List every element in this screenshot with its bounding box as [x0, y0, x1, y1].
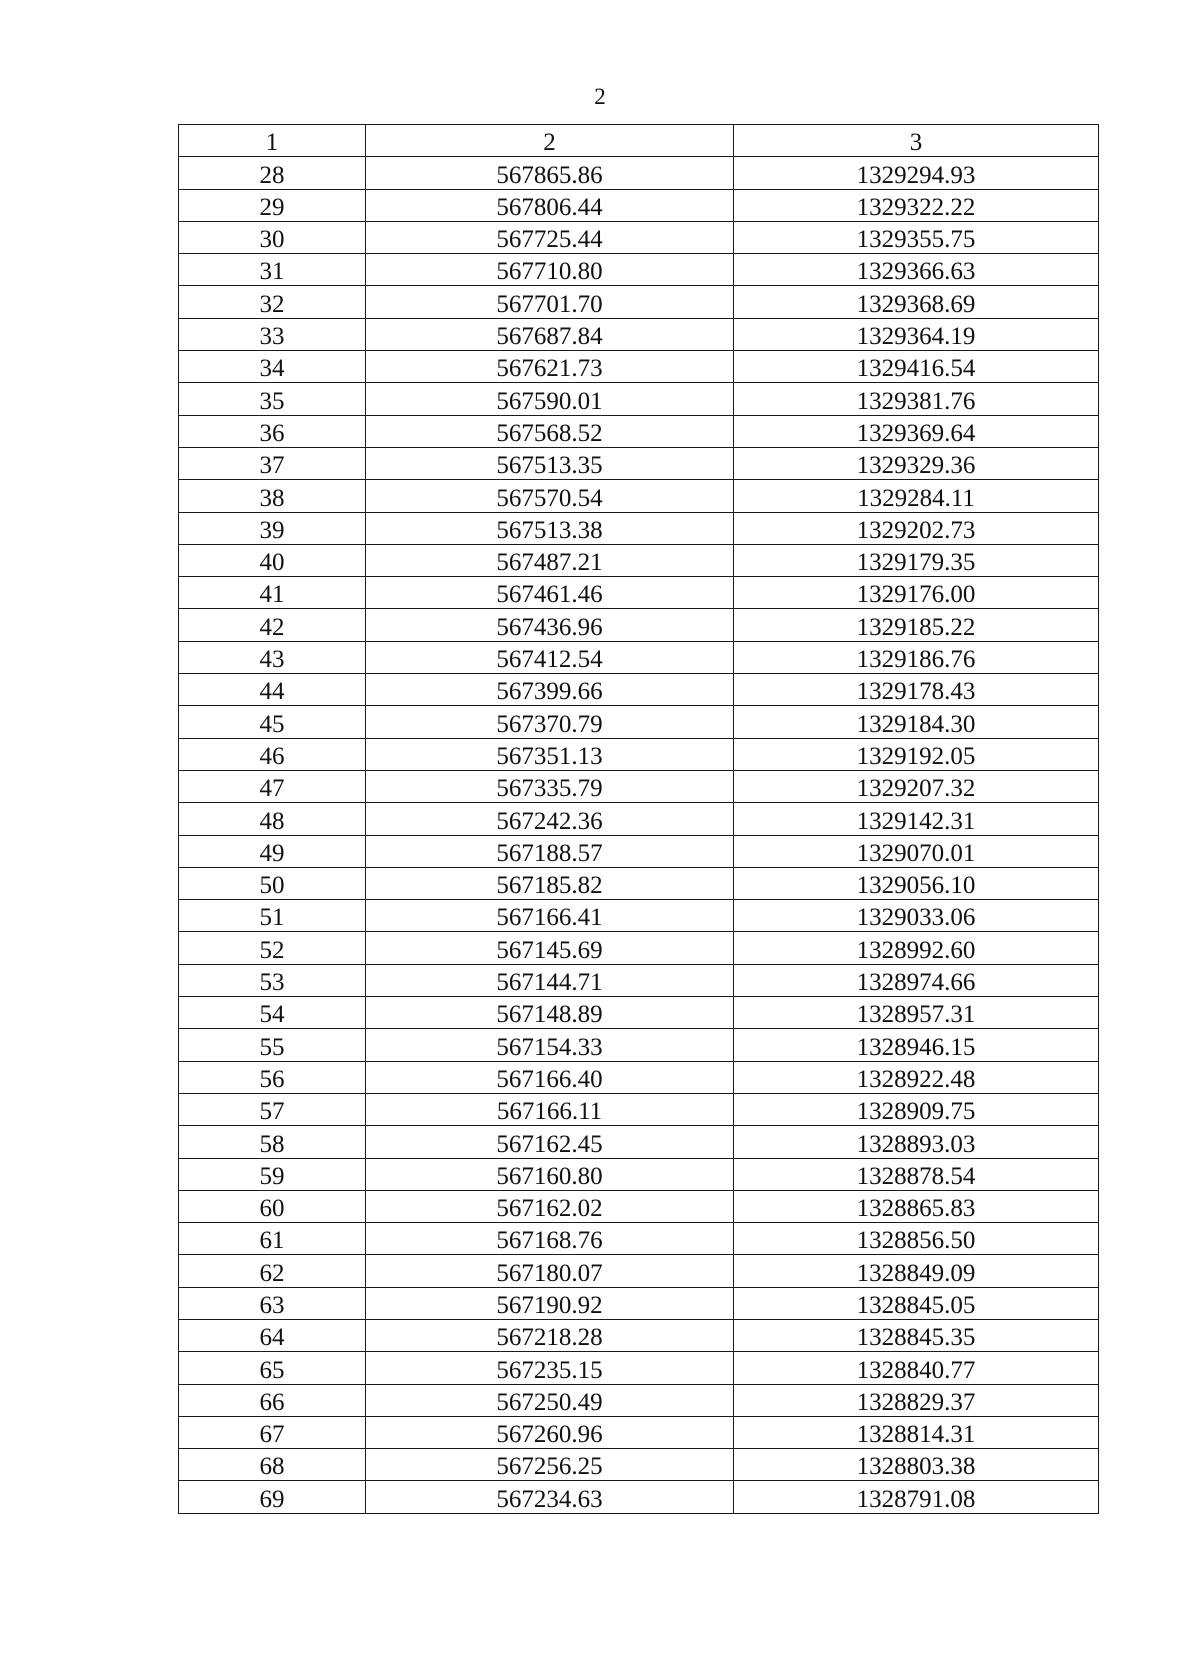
cell-x-coordinate: 567166.41: [366, 900, 734, 932]
table-row: [179, 480, 1099, 512]
cell-x-coordinate: 567154.33: [366, 1029, 734, 1061]
cell-y-coordinate: 1328878.54: [734, 1158, 1099, 1190]
header-cell-x: 2: [366, 125, 734, 157]
cell-x-coordinate: 567180.07: [366, 1255, 734, 1287]
cell-y-coordinate: 1329369.64: [734, 415, 1099, 447]
table-row: [179, 577, 1099, 609]
cell-point-number: 57: [179, 1093, 366, 1125]
cell-x-coordinate: 567513.35: [366, 447, 734, 479]
cell-y-coordinate: 1328865.83: [734, 1190, 1099, 1222]
cell-y-coordinate: 1329179.35: [734, 544, 1099, 576]
table-row: [179, 1190, 1099, 1222]
cell-point-number: 61: [179, 1223, 366, 1255]
cell-x-coordinate: 567687.84: [366, 318, 734, 350]
cell-y-coordinate: 1329186.76: [734, 641, 1099, 673]
cell-y-coordinate: 1328992.60: [734, 932, 1099, 964]
cell-point-number: 55: [179, 1029, 366, 1061]
cell-point-number: 49: [179, 835, 366, 867]
cell-point-number: 62: [179, 1255, 366, 1287]
cell-x-coordinate: 567701.70: [366, 286, 734, 318]
table-row: [179, 512, 1099, 544]
cell-point-number: 56: [179, 1061, 366, 1093]
table-row: [179, 706, 1099, 738]
table-body: [179, 157, 1099, 1513]
cell-point-number: 43: [179, 641, 366, 673]
cell-x-coordinate: 567806.44: [366, 189, 734, 221]
cell-y-coordinate: 1329070.01: [734, 835, 1099, 867]
cell-x-coordinate: 567513.38: [366, 512, 734, 544]
cell-point-number: 30: [179, 221, 366, 253]
cell-y-coordinate: 1328845.35: [734, 1319, 1099, 1351]
table-row: [179, 1449, 1099, 1481]
cell-y-coordinate: 1329178.43: [734, 674, 1099, 706]
cell-x-coordinate: 567160.80: [366, 1158, 734, 1190]
cell-x-coordinate: 567235.15: [366, 1352, 734, 1384]
cell-point-number: 45: [179, 706, 366, 738]
table-row: [179, 1223, 1099, 1255]
table-row: [179, 900, 1099, 932]
table-row: [179, 415, 1099, 447]
cell-x-coordinate: 567865.86: [366, 157, 734, 189]
cell-point-number: 63: [179, 1287, 366, 1319]
cell-point-number: 31: [179, 254, 366, 286]
table-row: [179, 641, 1099, 673]
cell-point-number: 54: [179, 997, 366, 1029]
table-row: [179, 544, 1099, 576]
cell-x-coordinate: 567370.79: [366, 706, 734, 738]
cell-point-number: 35: [179, 383, 366, 415]
cell-point-number: 66: [179, 1384, 366, 1416]
table-row: [179, 738, 1099, 770]
cell-y-coordinate: 1328893.03: [734, 1126, 1099, 1158]
cell-point-number: 59: [179, 1158, 366, 1190]
coordinates-table: [178, 124, 1099, 1514]
page-number: 2: [594, 84, 606, 109]
table-row: [179, 803, 1099, 835]
cell-y-coordinate: 1329284.11: [734, 480, 1099, 512]
table-row: [179, 318, 1099, 350]
cell-x-coordinate: 567621.73: [366, 351, 734, 383]
cell-point-number: 46: [179, 738, 366, 770]
cell-x-coordinate: 567188.57: [366, 835, 734, 867]
cell-y-coordinate: 1329364.19: [734, 318, 1099, 350]
table-row: [179, 609, 1099, 641]
table-row: [179, 1384, 1099, 1416]
table-row: [179, 997, 1099, 1029]
cell-x-coordinate: 567242.36: [366, 803, 734, 835]
table-row: [179, 674, 1099, 706]
table-row: [179, 770, 1099, 802]
table-row: [179, 221, 1099, 253]
table-row: [179, 1352, 1099, 1384]
cell-x-coordinate: 567144.71: [366, 964, 734, 996]
table-row: [179, 351, 1099, 383]
cell-x-coordinate: 567162.02: [366, 1190, 734, 1222]
cell-y-coordinate: 1328845.05: [734, 1287, 1099, 1319]
cell-y-coordinate: 1328814.31: [734, 1416, 1099, 1448]
cell-point-number: 40: [179, 544, 366, 576]
cell-x-coordinate: 567148.89: [366, 997, 734, 1029]
cell-point-number: 34: [179, 351, 366, 383]
cell-x-coordinate: 567260.96: [366, 1416, 734, 1448]
header-cell-y: 3: [734, 125, 1099, 157]
cell-x-coordinate: 567725.44: [366, 221, 734, 253]
cell-y-coordinate: 1329192.05: [734, 738, 1099, 770]
cell-y-coordinate: 1329184.30: [734, 706, 1099, 738]
cell-point-number: 64: [179, 1319, 366, 1351]
cell-x-coordinate: 567190.92: [366, 1287, 734, 1319]
cell-x-coordinate: 567710.80: [366, 254, 734, 286]
table-row: [179, 189, 1099, 221]
cell-y-coordinate: 1328856.50: [734, 1223, 1099, 1255]
cell-y-coordinate: 1328922.48: [734, 1061, 1099, 1093]
cell-y-coordinate: 1329207.32: [734, 770, 1099, 802]
cell-y-coordinate: 1329368.69: [734, 286, 1099, 318]
cell-point-number: 47: [179, 770, 366, 802]
cell-point-number: 29: [179, 189, 366, 221]
table-row: [179, 157, 1099, 189]
cell-point-number: 38: [179, 480, 366, 512]
cell-point-number: 48: [179, 803, 366, 835]
cell-y-coordinate: 1329322.22: [734, 189, 1099, 221]
table-row: [179, 1061, 1099, 1093]
table-row: [179, 964, 1099, 996]
cell-x-coordinate: 567461.46: [366, 577, 734, 609]
cell-x-coordinate: 567436.96: [366, 609, 734, 641]
cell-x-coordinate: 567218.28: [366, 1319, 734, 1351]
cell-x-coordinate: 567185.82: [366, 867, 734, 899]
cell-y-coordinate: 1329176.00: [734, 577, 1099, 609]
cell-y-coordinate: 1328849.09: [734, 1255, 1099, 1287]
table-row: [179, 1029, 1099, 1061]
cell-x-coordinate: 567162.45: [366, 1126, 734, 1158]
cell-x-coordinate: 567351.13: [366, 738, 734, 770]
cell-y-coordinate: 1328840.77: [734, 1352, 1099, 1384]
cell-x-coordinate: 567166.40: [366, 1061, 734, 1093]
cell-y-coordinate: 1329185.22: [734, 609, 1099, 641]
cell-point-number: 36: [179, 415, 366, 447]
cell-y-coordinate: 1328974.66: [734, 964, 1099, 996]
cell-point-number: 32: [179, 286, 366, 318]
cell-point-number: 50: [179, 867, 366, 899]
cell-x-coordinate: 567250.49: [366, 1384, 734, 1416]
cell-point-number: 28: [179, 157, 366, 189]
cell-point-number: 52: [179, 932, 366, 964]
cell-x-coordinate: 567487.21: [366, 544, 734, 576]
cell-y-coordinate: 1329416.54: [734, 351, 1099, 383]
cell-point-number: 65: [179, 1352, 366, 1384]
cell-point-number: 44: [179, 674, 366, 706]
table-row: [179, 1158, 1099, 1190]
header-row: [179, 125, 1099, 157]
cell-y-coordinate: 1329366.63: [734, 254, 1099, 286]
cell-y-coordinate: 1329329.36: [734, 447, 1099, 479]
cell-x-coordinate: 567335.79: [366, 770, 734, 802]
table-row: [179, 383, 1099, 415]
cell-x-coordinate: 567145.69: [366, 932, 734, 964]
cell-point-number: 41: [179, 577, 366, 609]
cell-y-coordinate: 1329142.31: [734, 803, 1099, 835]
cell-point-number: 51: [179, 900, 366, 932]
table-header: [179, 125, 1099, 157]
cell-y-coordinate: 1328791.08: [734, 1481, 1099, 1513]
cell-point-number: 68: [179, 1449, 366, 1481]
cell-y-coordinate: 1329056.10: [734, 867, 1099, 899]
table-row: [179, 867, 1099, 899]
cell-y-coordinate: 1329202.73: [734, 512, 1099, 544]
table-row: [179, 1481, 1099, 1513]
cell-point-number: 37: [179, 447, 366, 479]
table-row: [179, 932, 1099, 964]
cell-y-coordinate: 1329033.06: [734, 900, 1099, 932]
cell-point-number: 53: [179, 964, 366, 996]
table-row: [179, 1126, 1099, 1158]
cell-y-coordinate: 1328803.38: [734, 1449, 1099, 1481]
table-row: [179, 1319, 1099, 1351]
table-row: [179, 1255, 1099, 1287]
table-row: [179, 254, 1099, 286]
cell-x-coordinate: 567256.25: [366, 1449, 734, 1481]
cell-point-number: 60: [179, 1190, 366, 1222]
cell-y-coordinate: 1328829.37: [734, 1384, 1099, 1416]
table-row: [179, 1287, 1099, 1319]
cell-x-coordinate: 567568.52: [366, 415, 734, 447]
header-cell-point: 1: [179, 125, 366, 157]
cell-point-number: 58: [179, 1126, 366, 1158]
cell-y-coordinate: 1328957.31: [734, 997, 1099, 1029]
table-row: [179, 1416, 1099, 1448]
cell-point-number: 67: [179, 1416, 366, 1448]
cell-point-number: 39: [179, 512, 366, 544]
cell-y-coordinate: 1328946.15: [734, 1029, 1099, 1061]
cell-x-coordinate: 567412.54: [366, 641, 734, 673]
cell-point-number: 33: [179, 318, 366, 350]
cell-y-coordinate: 1329294.93: [734, 157, 1099, 189]
cell-x-coordinate: 567234.63: [366, 1481, 734, 1513]
cell-x-coordinate: 567399.66: [366, 674, 734, 706]
cell-x-coordinate: 567168.76: [366, 1223, 734, 1255]
cell-x-coordinate: 567590.01: [366, 383, 734, 415]
cell-point-number: 69: [179, 1481, 366, 1513]
table-row: [179, 1093, 1099, 1125]
cell-point-number: 42: [179, 609, 366, 641]
cell-x-coordinate: 567166.11: [366, 1093, 734, 1125]
cell-x-coordinate: 567570.54: [366, 480, 734, 512]
cell-y-coordinate: 1329381.76: [734, 383, 1099, 415]
table-row: [179, 286, 1099, 318]
cell-y-coordinate: 1328909.75: [734, 1093, 1099, 1125]
cell-y-coordinate: 1329355.75: [734, 221, 1099, 253]
table-row: [179, 835, 1099, 867]
table-row: [179, 447, 1099, 479]
